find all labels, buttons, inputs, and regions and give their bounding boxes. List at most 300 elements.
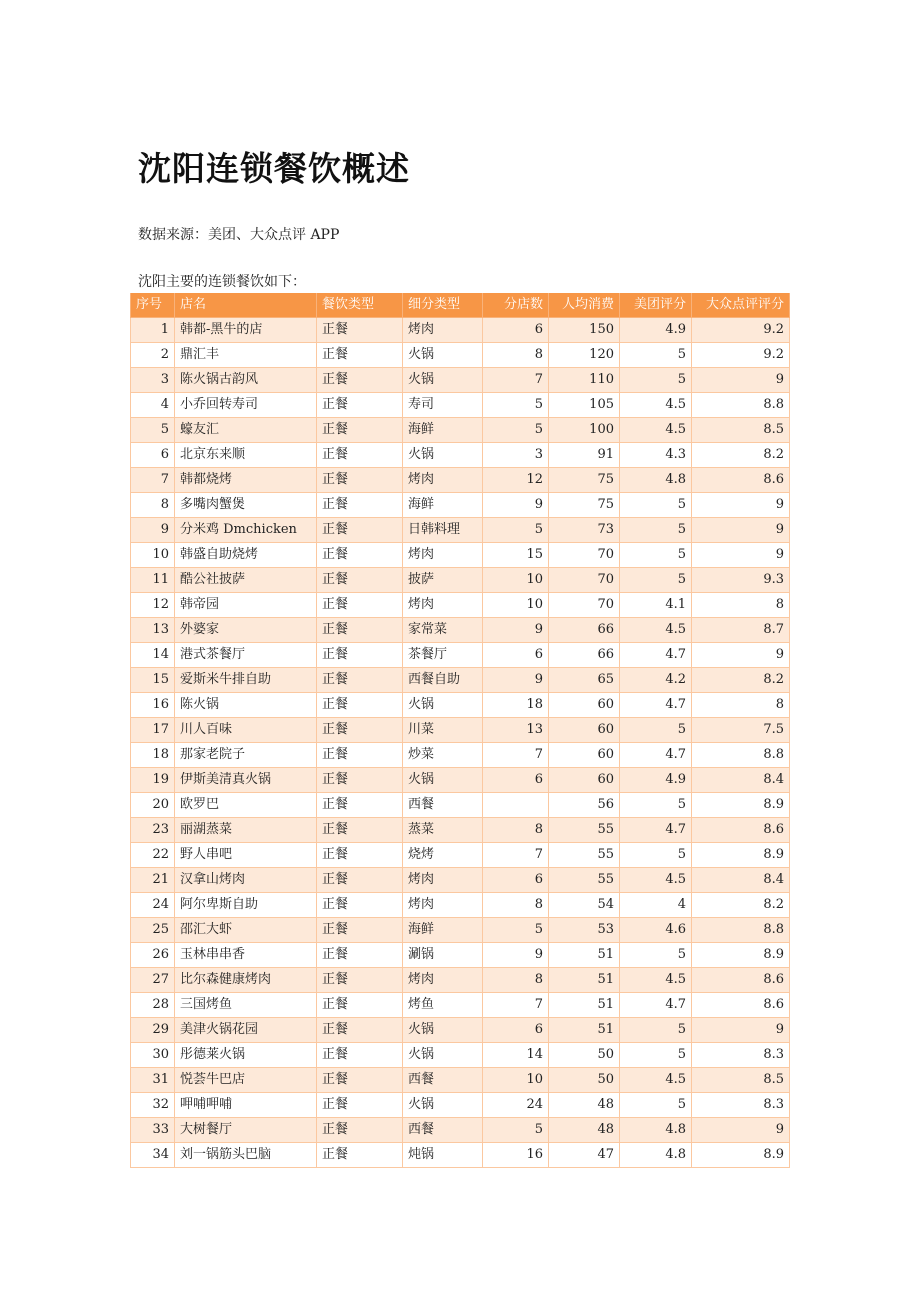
cell-dining-type: 正餐 bbox=[317, 568, 403, 593]
cell-avg-spend: 50 bbox=[549, 1068, 620, 1093]
cell-dianping-rating: 8 bbox=[692, 593, 790, 618]
cell-sub-type: 川菜 bbox=[403, 718, 483, 743]
cell-dianping-rating: 8.3 bbox=[692, 1093, 790, 1118]
cell-dianping-rating: 8.5 bbox=[692, 418, 790, 443]
table-row bbox=[131, 1093, 790, 1118]
table-row bbox=[131, 793, 790, 818]
cell-branch-count: 15 bbox=[483, 543, 549, 568]
cell-sub-type: 烤肉 bbox=[403, 318, 483, 343]
cell-meituan-rating: 4.7 bbox=[620, 743, 692, 768]
cell-sub-type: 西餐 bbox=[403, 1118, 483, 1143]
cell-sub-type: 披萨 bbox=[403, 568, 483, 593]
cell-sub-type: 炒菜 bbox=[403, 743, 483, 768]
table-row bbox=[131, 618, 790, 643]
cell-index: 25 bbox=[131, 918, 175, 943]
cell-dining-type: 正餐 bbox=[317, 393, 403, 418]
table-row bbox=[131, 418, 790, 443]
cell-dianping-rating: 9 bbox=[692, 1118, 790, 1143]
cell-dianping-rating: 8.8 bbox=[692, 393, 790, 418]
cell-index: 10 bbox=[131, 543, 175, 568]
table-row bbox=[131, 468, 790, 493]
cell-dianping-rating: 8.2 bbox=[692, 443, 790, 468]
cell-store-name: 三国烤鱼 bbox=[175, 993, 317, 1018]
header-avg-spend: 人均消费 bbox=[549, 293, 620, 318]
table-row bbox=[131, 693, 790, 718]
cell-sub-type: 火锅 bbox=[403, 1093, 483, 1118]
header-branch-count: 分店数 bbox=[483, 293, 549, 318]
cell-branch-count: 9 bbox=[483, 943, 549, 968]
cell-meituan-rating: 4.5 bbox=[620, 868, 692, 893]
cell-index: 30 bbox=[131, 1043, 175, 1068]
table-row bbox=[131, 1143, 790, 1168]
cell-store-name: 悦荟牛巴店 bbox=[175, 1068, 317, 1093]
cell-dining-type: 正餐 bbox=[317, 1018, 403, 1043]
cell-dining-type: 正餐 bbox=[317, 368, 403, 393]
cell-dianping-rating: 8.9 bbox=[692, 843, 790, 868]
cell-meituan-rating: 4.5 bbox=[620, 393, 692, 418]
cell-branch-count: 9 bbox=[483, 493, 549, 518]
cell-index: 34 bbox=[131, 1143, 175, 1168]
cell-dining-type: 正餐 bbox=[317, 343, 403, 368]
cell-dining-type: 正餐 bbox=[317, 643, 403, 668]
table-row bbox=[131, 543, 790, 568]
cell-meituan-rating: 4.7 bbox=[620, 818, 692, 843]
table-row bbox=[131, 993, 790, 1018]
cell-dining-type: 正餐 bbox=[317, 1118, 403, 1143]
cell-branch-count: 6 bbox=[483, 1018, 549, 1043]
cell-sub-type: 烤肉 bbox=[403, 468, 483, 493]
cell-index: 27 bbox=[131, 968, 175, 993]
cell-store-name: 酷公社披萨 bbox=[175, 568, 317, 593]
cell-dining-type: 正餐 bbox=[317, 518, 403, 543]
cell-avg-spend: 70 bbox=[549, 593, 620, 618]
cell-sub-type: 火锅 bbox=[403, 1043, 483, 1068]
cell-branch-count: 18 bbox=[483, 693, 549, 718]
cell-avg-spend: 105 bbox=[549, 393, 620, 418]
cell-avg-spend: 48 bbox=[549, 1118, 620, 1143]
table-row bbox=[131, 368, 790, 393]
cell-dianping-rating: 9.2 bbox=[692, 318, 790, 343]
cell-avg-spend: 75 bbox=[549, 493, 620, 518]
cell-index: 23 bbox=[131, 818, 175, 843]
table-row bbox=[131, 493, 790, 518]
cell-store-name: 港式茶餐厅 bbox=[175, 643, 317, 668]
cell-dining-type: 正餐 bbox=[317, 1143, 403, 1168]
cell-index: 29 bbox=[131, 1018, 175, 1043]
cell-store-name: 多嘴肉蟹煲 bbox=[175, 493, 317, 518]
cell-index: 19 bbox=[131, 768, 175, 793]
cell-index: 13 bbox=[131, 618, 175, 643]
cell-store-name: 呷哺呷哺 bbox=[175, 1093, 317, 1118]
cell-branch-count: 7 bbox=[483, 743, 549, 768]
cell-branch-count: 8 bbox=[483, 968, 549, 993]
cell-store-name: 刘一锅筋头巴脑 bbox=[175, 1143, 317, 1168]
cell-branch-count: 16 bbox=[483, 1143, 549, 1168]
cell-meituan-rating: 5 bbox=[620, 1043, 692, 1068]
cell-avg-spend: 54 bbox=[549, 893, 620, 918]
cell-dining-type: 正餐 bbox=[317, 443, 403, 468]
table-row bbox=[131, 768, 790, 793]
cell-dining-type: 正餐 bbox=[317, 968, 403, 993]
cell-dianping-rating: 8 bbox=[692, 693, 790, 718]
cell-dining-type: 正餐 bbox=[317, 893, 403, 918]
cell-sub-type: 火锅 bbox=[403, 368, 483, 393]
table-row bbox=[131, 1018, 790, 1043]
cell-meituan-rating: 5 bbox=[620, 793, 692, 818]
cell-index: 12 bbox=[131, 593, 175, 618]
cell-meituan-rating: 4.9 bbox=[620, 318, 692, 343]
cell-dining-type: 正餐 bbox=[317, 618, 403, 643]
table-row bbox=[131, 843, 790, 868]
table-row bbox=[131, 918, 790, 943]
cell-avg-spend: 100 bbox=[549, 418, 620, 443]
cell-meituan-rating: 5 bbox=[620, 518, 692, 543]
cell-store-name: 邵汇大虾 bbox=[175, 918, 317, 943]
cell-index: 1 bbox=[131, 318, 175, 343]
cell-meituan-rating: 5 bbox=[620, 943, 692, 968]
cell-store-name: 陈火锅 bbox=[175, 693, 317, 718]
cell-avg-spend: 53 bbox=[549, 918, 620, 943]
cell-branch-count: 13 bbox=[483, 718, 549, 743]
cell-avg-spend: 55 bbox=[549, 818, 620, 843]
cell-avg-spend: 51 bbox=[549, 943, 620, 968]
cell-meituan-rating: 4.1 bbox=[620, 593, 692, 618]
cell-sub-type: 涮锅 bbox=[403, 943, 483, 968]
cell-avg-spend: 51 bbox=[549, 993, 620, 1018]
cell-meituan-rating: 4.5 bbox=[620, 968, 692, 993]
cell-dining-type: 正餐 bbox=[317, 493, 403, 518]
cell-avg-spend: 60 bbox=[549, 718, 620, 743]
table-header-row bbox=[131, 293, 790, 318]
cell-dianping-rating: 9 bbox=[692, 543, 790, 568]
cell-meituan-rating: 4 bbox=[620, 893, 692, 918]
cell-avg-spend: 55 bbox=[549, 843, 620, 868]
cell-sub-type: 烤肉 bbox=[403, 593, 483, 618]
cell-sub-type: 海鲜 bbox=[403, 493, 483, 518]
cell-branch-count bbox=[483, 793, 549, 818]
cell-meituan-rating: 4.7 bbox=[620, 693, 692, 718]
cell-branch-count: 5 bbox=[483, 518, 549, 543]
table-row bbox=[131, 643, 790, 668]
cell-branch-count: 5 bbox=[483, 418, 549, 443]
cell-sub-type: 西餐 bbox=[403, 1068, 483, 1093]
cell-meituan-rating: 5 bbox=[620, 843, 692, 868]
restaurant-chain-table bbox=[130, 293, 790, 1168]
cell-meituan-rating: 4.6 bbox=[620, 918, 692, 943]
cell-branch-count: 10 bbox=[483, 1068, 549, 1093]
table-row bbox=[131, 1043, 790, 1068]
cell-avg-spend: 120 bbox=[549, 343, 620, 368]
cell-avg-spend: 56 bbox=[549, 793, 620, 818]
cell-index: 24 bbox=[131, 893, 175, 918]
cell-store-name: 小乔回转寿司 bbox=[175, 393, 317, 418]
cell-dining-type: 正餐 bbox=[317, 918, 403, 943]
cell-sub-type: 海鲜 bbox=[403, 418, 483, 443]
cell-dianping-rating: 8.4 bbox=[692, 768, 790, 793]
cell-branch-count: 5 bbox=[483, 393, 549, 418]
cell-dianping-rating: 8.9 bbox=[692, 1143, 790, 1168]
cell-store-name: 玉林串串香 bbox=[175, 943, 317, 968]
header-sub-type: 细分类型 bbox=[403, 293, 483, 318]
cell-sub-type: 火锅 bbox=[403, 768, 483, 793]
header-dining-type: 餐饮类型 bbox=[317, 293, 403, 318]
table-body bbox=[131, 318, 790, 1168]
table-row bbox=[131, 718, 790, 743]
cell-store-name: 大树餐厅 bbox=[175, 1118, 317, 1143]
cell-avg-spend: 75 bbox=[549, 468, 620, 493]
cell-dianping-rating: 9 bbox=[692, 1018, 790, 1043]
table-row bbox=[131, 318, 790, 343]
cell-dianping-rating: 8.3 bbox=[692, 1043, 790, 1068]
cell-meituan-rating: 4.8 bbox=[620, 1143, 692, 1168]
data-source-note: 数据来源：美团、大众点评 APP bbox=[138, 227, 340, 243]
cell-store-name: 陈火锅古韵风 bbox=[175, 368, 317, 393]
cell-index: 21 bbox=[131, 868, 175, 893]
cell-dianping-rating: 8.8 bbox=[692, 743, 790, 768]
cell-avg-spend: 66 bbox=[549, 618, 620, 643]
cell-sub-type: 烤肉 bbox=[403, 968, 483, 993]
cell-dianping-rating: 8.6 bbox=[692, 993, 790, 1018]
cell-branch-count: 8 bbox=[483, 818, 549, 843]
cell-dianping-rating: 9 bbox=[692, 518, 790, 543]
cell-index: 6 bbox=[131, 443, 175, 468]
cell-store-name: 比尔森健康烤肉 bbox=[175, 968, 317, 993]
cell-meituan-rating: 4.7 bbox=[620, 993, 692, 1018]
cell-sub-type: 家常菜 bbox=[403, 618, 483, 643]
cell-branch-count: 8 bbox=[483, 343, 549, 368]
cell-store-name: 北京东来顺 bbox=[175, 443, 317, 468]
cell-meituan-rating: 5 bbox=[620, 568, 692, 593]
cell-avg-spend: 51 bbox=[549, 968, 620, 993]
cell-index: 16 bbox=[131, 693, 175, 718]
cell-index: 22 bbox=[131, 843, 175, 868]
cell-sub-type: 日韩料理 bbox=[403, 518, 483, 543]
cell-branch-count: 14 bbox=[483, 1043, 549, 1068]
cell-avg-spend: 60 bbox=[549, 693, 620, 718]
cell-avg-spend: 70 bbox=[549, 543, 620, 568]
cell-dianping-rating: 9 bbox=[692, 368, 790, 393]
cell-store-name: 那家老院子 bbox=[175, 743, 317, 768]
cell-avg-spend: 66 bbox=[549, 643, 620, 668]
cell-store-name: 韩都-黑牛的店 bbox=[175, 318, 317, 343]
cell-dianping-rating: 7.5 bbox=[692, 718, 790, 743]
cell-store-name: 汉拿山烤肉 bbox=[175, 868, 317, 893]
cell-store-name: 韩盛自助烧烤 bbox=[175, 543, 317, 568]
cell-meituan-rating: 4.5 bbox=[620, 418, 692, 443]
cell-index: 11 bbox=[131, 568, 175, 593]
cell-dianping-rating: 9.2 bbox=[692, 343, 790, 368]
cell-index: 28 bbox=[131, 993, 175, 1018]
cell-dining-type: 正餐 bbox=[317, 1043, 403, 1068]
cell-sub-type: 火锅 bbox=[403, 343, 483, 368]
cell-sub-type: 烤肉 bbox=[403, 543, 483, 568]
cell-dianping-rating: 9 bbox=[692, 493, 790, 518]
header-meituan-rating: 美团评分 bbox=[620, 293, 692, 318]
cell-store-name: 分米鸡 Dmchicken bbox=[175, 518, 317, 543]
cell-meituan-rating: 5 bbox=[620, 493, 692, 518]
cell-meituan-rating: 5 bbox=[620, 368, 692, 393]
cell-store-name: 外婆家 bbox=[175, 618, 317, 643]
cell-dianping-rating: 8.5 bbox=[692, 1068, 790, 1093]
cell-meituan-rating: 5 bbox=[620, 718, 692, 743]
cell-index: 17 bbox=[131, 718, 175, 743]
cell-dining-type: 正餐 bbox=[317, 1093, 403, 1118]
cell-avg-spend: 65 bbox=[549, 668, 620, 693]
table-row bbox=[131, 443, 790, 468]
cell-branch-count: 5 bbox=[483, 1118, 549, 1143]
cell-sub-type: 火锅 bbox=[403, 1018, 483, 1043]
cell-avg-spend: 110 bbox=[549, 368, 620, 393]
cell-sub-type: 火锅 bbox=[403, 443, 483, 468]
cell-dining-type: 正餐 bbox=[317, 593, 403, 618]
header-dianping-rating: 大众点评评分 bbox=[692, 293, 790, 318]
cell-avg-spend: 47 bbox=[549, 1143, 620, 1168]
cell-avg-spend: 48 bbox=[549, 1093, 620, 1118]
cell-dianping-rating: 8.6 bbox=[692, 818, 790, 843]
cell-index: 2 bbox=[131, 343, 175, 368]
cell-sub-type: 西餐 bbox=[403, 793, 483, 818]
cell-branch-count: 6 bbox=[483, 318, 549, 343]
table-row bbox=[131, 893, 790, 918]
cell-meituan-rating: 4.7 bbox=[620, 643, 692, 668]
cell-meituan-rating: 5 bbox=[620, 1018, 692, 1043]
cell-avg-spend: 55 bbox=[549, 868, 620, 893]
cell-sub-type: 烤肉 bbox=[403, 868, 483, 893]
cell-store-name: 阿尔卑斯自助 bbox=[175, 893, 317, 918]
cell-dining-type: 正餐 bbox=[317, 418, 403, 443]
cell-sub-type: 烧烤 bbox=[403, 843, 483, 868]
cell-meituan-rating: 4.8 bbox=[620, 1118, 692, 1143]
table-row bbox=[131, 343, 790, 368]
table-row bbox=[131, 968, 790, 993]
cell-dining-type: 正餐 bbox=[317, 668, 403, 693]
cell-dining-type: 正餐 bbox=[317, 868, 403, 893]
cell-dianping-rating: 8.6 bbox=[692, 468, 790, 493]
cell-meituan-rating: 5 bbox=[620, 543, 692, 568]
cell-dining-type: 正餐 bbox=[317, 818, 403, 843]
cell-branch-count: 5 bbox=[483, 918, 549, 943]
cell-store-name: 美津火锅花园 bbox=[175, 1018, 317, 1043]
cell-index: 15 bbox=[131, 668, 175, 693]
cell-meituan-rating: 4.9 bbox=[620, 768, 692, 793]
cell-branch-count: 6 bbox=[483, 768, 549, 793]
cell-branch-count: 7 bbox=[483, 843, 549, 868]
cell-meituan-rating: 5 bbox=[620, 1093, 692, 1118]
cell-store-name: 欧罗巴 bbox=[175, 793, 317, 818]
cell-dining-type: 正餐 bbox=[317, 1068, 403, 1093]
cell-index: 5 bbox=[131, 418, 175, 443]
cell-store-name: 鼎汇丰 bbox=[175, 343, 317, 368]
cell-dining-type: 正餐 bbox=[317, 718, 403, 743]
table-row bbox=[131, 668, 790, 693]
cell-branch-count: 6 bbox=[483, 643, 549, 668]
cell-branch-count: 9 bbox=[483, 668, 549, 693]
cell-sub-type: 茶餐厅 bbox=[403, 643, 483, 668]
cell-avg-spend: 70 bbox=[549, 568, 620, 593]
cell-meituan-rating: 4.5 bbox=[620, 618, 692, 643]
cell-store-name: 野人串吧 bbox=[175, 843, 317, 868]
cell-dining-type: 正餐 bbox=[317, 993, 403, 1018]
cell-avg-spend: 60 bbox=[549, 743, 620, 768]
cell-dianping-rating: 8.2 bbox=[692, 668, 790, 693]
cell-dining-type: 正餐 bbox=[317, 843, 403, 868]
table-row bbox=[131, 868, 790, 893]
cell-avg-spend: 91 bbox=[549, 443, 620, 468]
table-row bbox=[131, 1068, 790, 1093]
cell-index: 3 bbox=[131, 368, 175, 393]
cell-store-name: 韩帝园 bbox=[175, 593, 317, 618]
cell-store-name: 蠔友汇 bbox=[175, 418, 317, 443]
cell-branch-count: 10 bbox=[483, 568, 549, 593]
cell-dianping-rating: 8.4 bbox=[692, 868, 790, 893]
cell-store-name: 爱斯米牛排自助 bbox=[175, 668, 317, 693]
cell-index: 26 bbox=[131, 943, 175, 968]
cell-branch-count: 24 bbox=[483, 1093, 549, 1118]
cell-dining-type: 正餐 bbox=[317, 768, 403, 793]
cell-dianping-rating: 9.3 bbox=[692, 568, 790, 593]
cell-branch-count: 7 bbox=[483, 368, 549, 393]
cell-store-name: 彤德莱火锅 bbox=[175, 1043, 317, 1068]
cell-meituan-rating: 4.3 bbox=[620, 443, 692, 468]
table-row bbox=[131, 518, 790, 543]
cell-dianping-rating: 8.7 bbox=[692, 618, 790, 643]
cell-dining-type: 正餐 bbox=[317, 543, 403, 568]
cell-index: 8 bbox=[131, 493, 175, 518]
header-store-name: 店名 bbox=[175, 293, 317, 318]
cell-sub-type: 西餐自助 bbox=[403, 668, 483, 693]
cell-branch-count: 8 bbox=[483, 893, 549, 918]
cell-sub-type: 炖锅 bbox=[403, 1143, 483, 1168]
cell-branch-count: 6 bbox=[483, 868, 549, 893]
cell-store-name: 川人百味 bbox=[175, 718, 317, 743]
table-row bbox=[131, 1118, 790, 1143]
table-row bbox=[131, 743, 790, 768]
cell-dianping-rating: 8.2 bbox=[692, 893, 790, 918]
cell-store-name: 伊斯美清真火锅 bbox=[175, 768, 317, 793]
cell-sub-type: 火锅 bbox=[403, 693, 483, 718]
cell-dianping-rating: 8.6 bbox=[692, 968, 790, 993]
table-row bbox=[131, 568, 790, 593]
cell-dining-type: 正餐 bbox=[317, 693, 403, 718]
page-title: 沈阳连锁餐饮概述 bbox=[138, 149, 410, 188]
cell-index: 4 bbox=[131, 393, 175, 418]
cell-store-name: 韩都烧烤 bbox=[175, 468, 317, 493]
cell-index: 14 bbox=[131, 643, 175, 668]
cell-index: 7 bbox=[131, 468, 175, 493]
cell-avg-spend: 150 bbox=[549, 318, 620, 343]
cell-avg-spend: 51 bbox=[549, 1018, 620, 1043]
cell-branch-count: 10 bbox=[483, 593, 549, 618]
cell-sub-type: 寿司 bbox=[403, 393, 483, 418]
cell-dianping-rating: 8.9 bbox=[692, 943, 790, 968]
cell-dining-type: 正餐 bbox=[317, 743, 403, 768]
cell-branch-count: 9 bbox=[483, 618, 549, 643]
table-row bbox=[131, 818, 790, 843]
cell-meituan-rating: 4.5 bbox=[620, 1068, 692, 1093]
table-intro: 沈阳主要的连锁餐饮如下： bbox=[138, 274, 306, 290]
table-row bbox=[131, 393, 790, 418]
cell-index: 31 bbox=[131, 1068, 175, 1093]
cell-avg-spend: 73 bbox=[549, 518, 620, 543]
cell-dining-type: 正餐 bbox=[317, 793, 403, 818]
cell-dining-type: 正餐 bbox=[317, 468, 403, 493]
cell-sub-type: 蒸菜 bbox=[403, 818, 483, 843]
cell-dianping-rating: 9 bbox=[692, 643, 790, 668]
cell-index: 32 bbox=[131, 1093, 175, 1118]
cell-dianping-rating: 8.8 bbox=[692, 918, 790, 943]
cell-sub-type: 烤肉 bbox=[403, 893, 483, 918]
cell-branch-count: 7 bbox=[483, 993, 549, 1018]
